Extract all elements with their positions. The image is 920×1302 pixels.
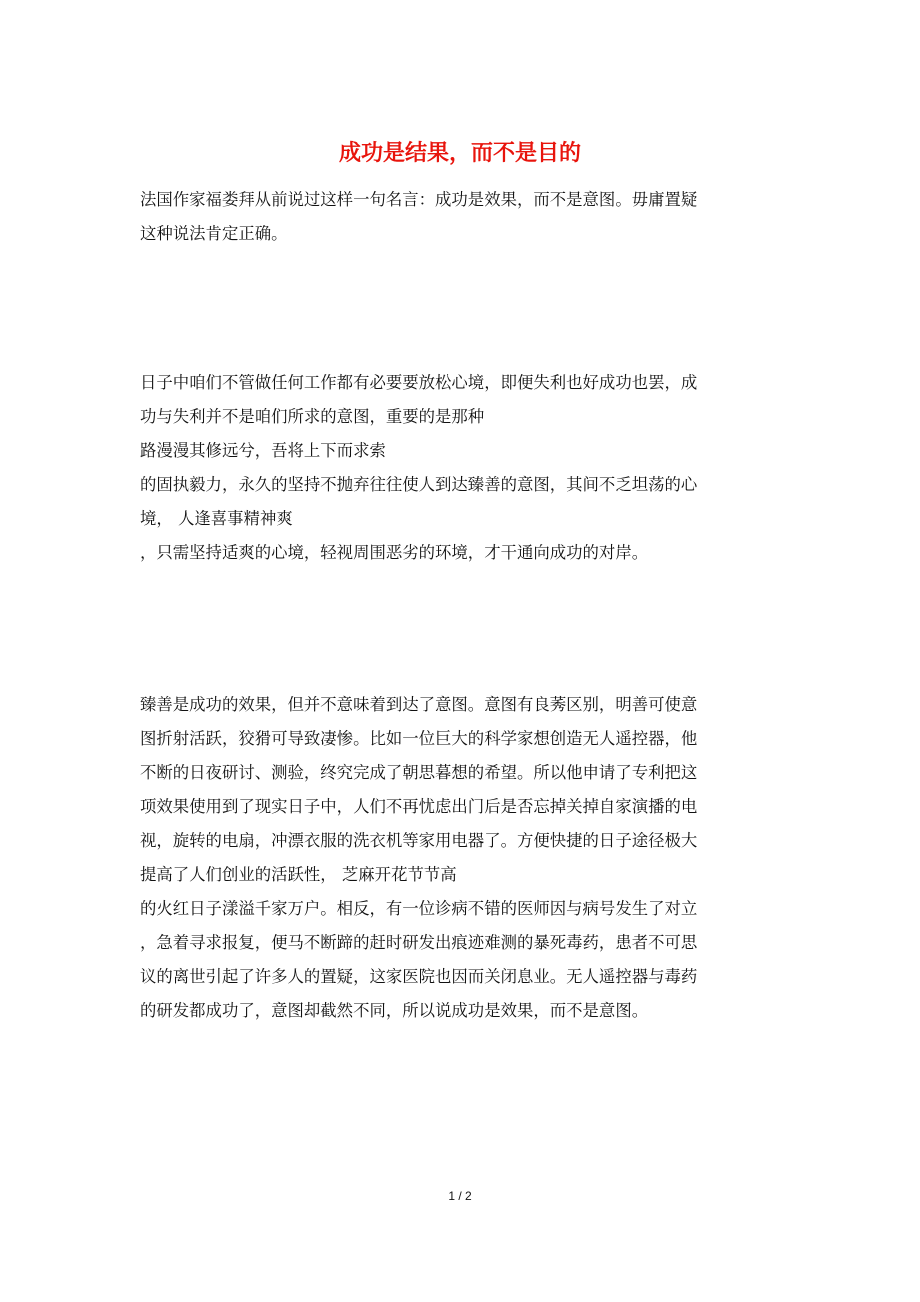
paragraph-mindset bbox=[140, 366, 790, 570]
text-line: ，只需坚持适爽的心境，轻视周围恶劣的环境，才干通向成功的对岸。 bbox=[140, 543, 649, 562]
paragraph-examples bbox=[140, 688, 790, 1028]
text-line: 这种说法肯定正确。 bbox=[140, 224, 288, 243]
page-number: 1 / 2 bbox=[448, 1189, 472, 1203]
paragraph-intro bbox=[140, 183, 790, 251]
text-line: 提高了人们创业的活跃性， 芝麻开花节节高 bbox=[140, 865, 457, 884]
page-title: 成功是结果，而不是目的 bbox=[338, 141, 581, 166]
text-line: 的研发都成功了，意图却截然不同，所以说成功是效果，而不是意图。 bbox=[140, 1001, 649, 1020]
text-line: 视，旋转的电扇，冲漂衣服的洗衣机等家用电器了。方便快捷的日子途径极大 bbox=[140, 831, 698, 850]
text-line: 的固执毅力，永久的坚持不抛弃往往使人到达臻善的意图，其间不乏坦荡的心 bbox=[140, 475, 698, 494]
text-line: 不断的日夜研讨、测验，终究完成了朝思暮想的希望。所以他申请了专利把这 bbox=[140, 763, 698, 782]
text-line: 功与失利并不是咱们所求的意图，重要的是那种 bbox=[140, 407, 485, 426]
text-line: ，急着寻求报复，便马不断蹄的赶时研发出痕迹难测的暴死毒药，患者不可思 bbox=[140, 933, 698, 952]
text-line: 的火红日子漾溢千家万户。相反，有一位诊病不错的医师因与病号发生了对立 bbox=[140, 899, 698, 918]
text-line: 议的离世引起了许多人的置疑，这家医院也因而关闭息业。无人遥控器与毒药 bbox=[140, 967, 698, 986]
text-line: 境， 人逢喜事精神爽 bbox=[140, 509, 293, 528]
text-line: 路漫漫其修远兮，吾将上下而求索 bbox=[140, 441, 386, 460]
text-line: 项效果使用到了现实日子中，人们不再忧虑出门后是否忘掉关掉自家演播的电 bbox=[140, 797, 698, 816]
text-line: 日子中咱们不管做任何工作都有必要要放松心境，即便失利也好成功也罢，成 bbox=[140, 373, 698, 392]
text-line: 图折射活跃，狡猾可导致凄惨。比如一位巨大的科学家想创造无人遥控器，他 bbox=[140, 729, 698, 748]
text-line: 臻善是成功的效果，但并不意味着到达了意图。意图有良莠区别，明善可使意 bbox=[140, 695, 698, 714]
text-line: 法国作家福娄拜从前说过这样一句名言：成功是效果，而不是意图。毋庸置疑 bbox=[140, 190, 698, 209]
